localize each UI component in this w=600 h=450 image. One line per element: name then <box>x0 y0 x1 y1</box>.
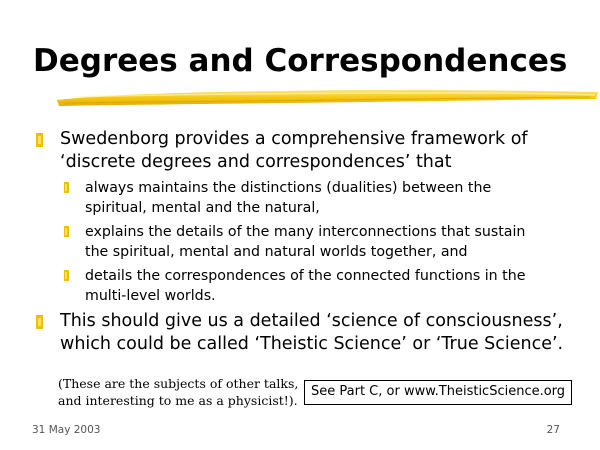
bullet-list <box>36 128 581 358</box>
side-note-line: (These are the subjects of other talks, <box>58 376 299 391</box>
sub-bullet-item <box>36 266 581 306</box>
bullet-marker-icon <box>36 133 43 147</box>
bullet-text-line: This should give us a detailed ‘science of consciousness’, <box>60 311 563 331</box>
sub-bullet-text-line: spiritual, mental and the natural, <box>85 200 320 216</box>
title-underline-brushstroke <box>55 84 600 110</box>
sub-bullet-marker-icon <box>64 270 69 281</box>
bullet-item <box>36 128 581 174</box>
reference-box: See Part C, or www.TheisticScience.org <box>304 380 572 405</box>
sub-bullet-marker-icon <box>64 182 69 193</box>
sub-bullet-text-line: always maintains the distinctions (dualities) between the <box>85 180 492 196</box>
sub-bullet-marker-icon <box>64 226 69 237</box>
slide-title: Degrees and Correspondences <box>33 43 568 79</box>
sub-bullet-list <box>36 178 581 306</box>
sub-bullet-item <box>36 178 581 218</box>
sub-bullet-text-line: multi-level worlds. <box>85 288 216 304</box>
sub-bullet-text-line: explains the details of the many interconnections that sustain <box>85 224 526 240</box>
footer-date: 31 May 2003 <box>32 424 101 436</box>
side-note <box>58 375 298 409</box>
bullet-marker-icon <box>36 315 43 329</box>
page-number: 27 <box>546 424 560 436</box>
sub-bullet-text-line: the spiritual, mental and natural worlds together, and <box>85 244 468 260</box>
bullet-text-line: which could be called ‘Theistic Science’ or ‘True Science’. <box>60 334 564 354</box>
bullet-text-line: ‘discrete degrees and correspondences’ that <box>60 152 452 172</box>
side-note-line: and interesting to me as a physicist!). <box>58 393 298 408</box>
sub-bullet-item <box>36 222 581 262</box>
bullet-item <box>36 310 581 356</box>
bullet-text-line: Swedenborg provides a comprehensive framework of <box>60 129 528 149</box>
sub-bullet-text-line: details the correspondences of the connected functions in the <box>85 268 526 284</box>
